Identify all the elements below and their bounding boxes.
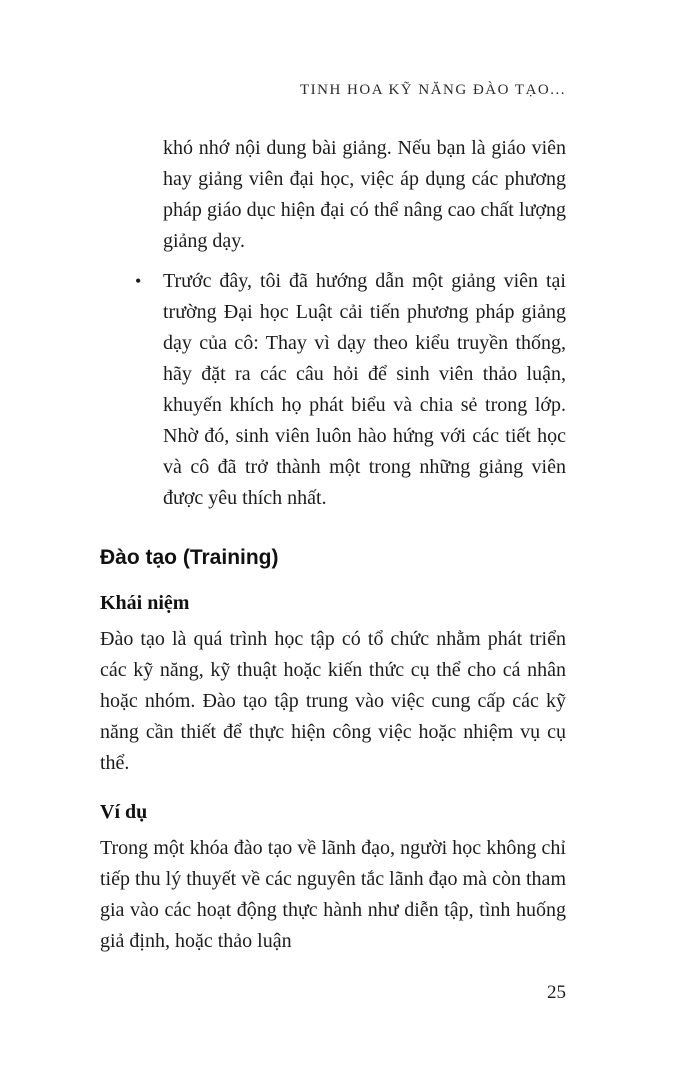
page-number: 25	[547, 982, 566, 1003]
bullet-continuation-text: khó nhớ nội dung bài giảng. Nếu bạn là giáo viên hay giảng viên đại học, việc áp dụng các phương pháp giáo dục hiện đại có thể nâng cao chất lượng giảng dạy.	[163, 137, 566, 252]
example-paragraph: Trong một khóa đào tạo về lãnh đạo, người học không chỉ tiếp thu lý thuyết về các nguyên tắc lãnh đạo mà còn tham gia vào các hoạt động thực hành như diễn tập, tình huống giả định, hoặc thảo luận	[100, 837, 566, 952]
section-heading: Đào tạo (Training)	[100, 546, 279, 569]
bullet-item-text: Trước đây, tôi đã hướng dẫn một giảng viên tại trường Đại học Luật cải tiến phương pháp giảng dạy của cô: Thay vì dạy theo kiểu truyền thống, hãy đặt ra các câu hỏi để sinh viên thảo luận, khuyến khích họ phát biểu và chia sẻ trong lớp. Nhờ đó, sinh viên luôn hào hứng với các tiết học và cô đã trở thành một trong những giảng viên được yêu thích nhất.	[163, 270, 566, 509]
subheading-concept: Khái niệm	[100, 592, 190, 614]
concept-paragraph: Đào tạo là quá trình học tập có tổ chức nhằm phát triển các kỹ năng, kỹ thuật hoặc kiến thức cụ thể cho cá nhân hoặc nhóm. Đào tạo tập trung vào việc cung cấp các kỹ năng cần thiết để thực hiện công việc hoặc nhiệm vụ cụ thể.	[100, 628, 566, 774]
bullet-icon: •	[135, 271, 142, 291]
list-item	[135, 266, 566, 514]
running-head: TINH HOA KỸ NĂNG ĐÀO TẠO...	[299, 82, 566, 98]
list-item	[163, 133, 566, 257]
bullet-list	[100, 133, 566, 514]
subheading-example: Ví dụ	[100, 801, 148, 823]
